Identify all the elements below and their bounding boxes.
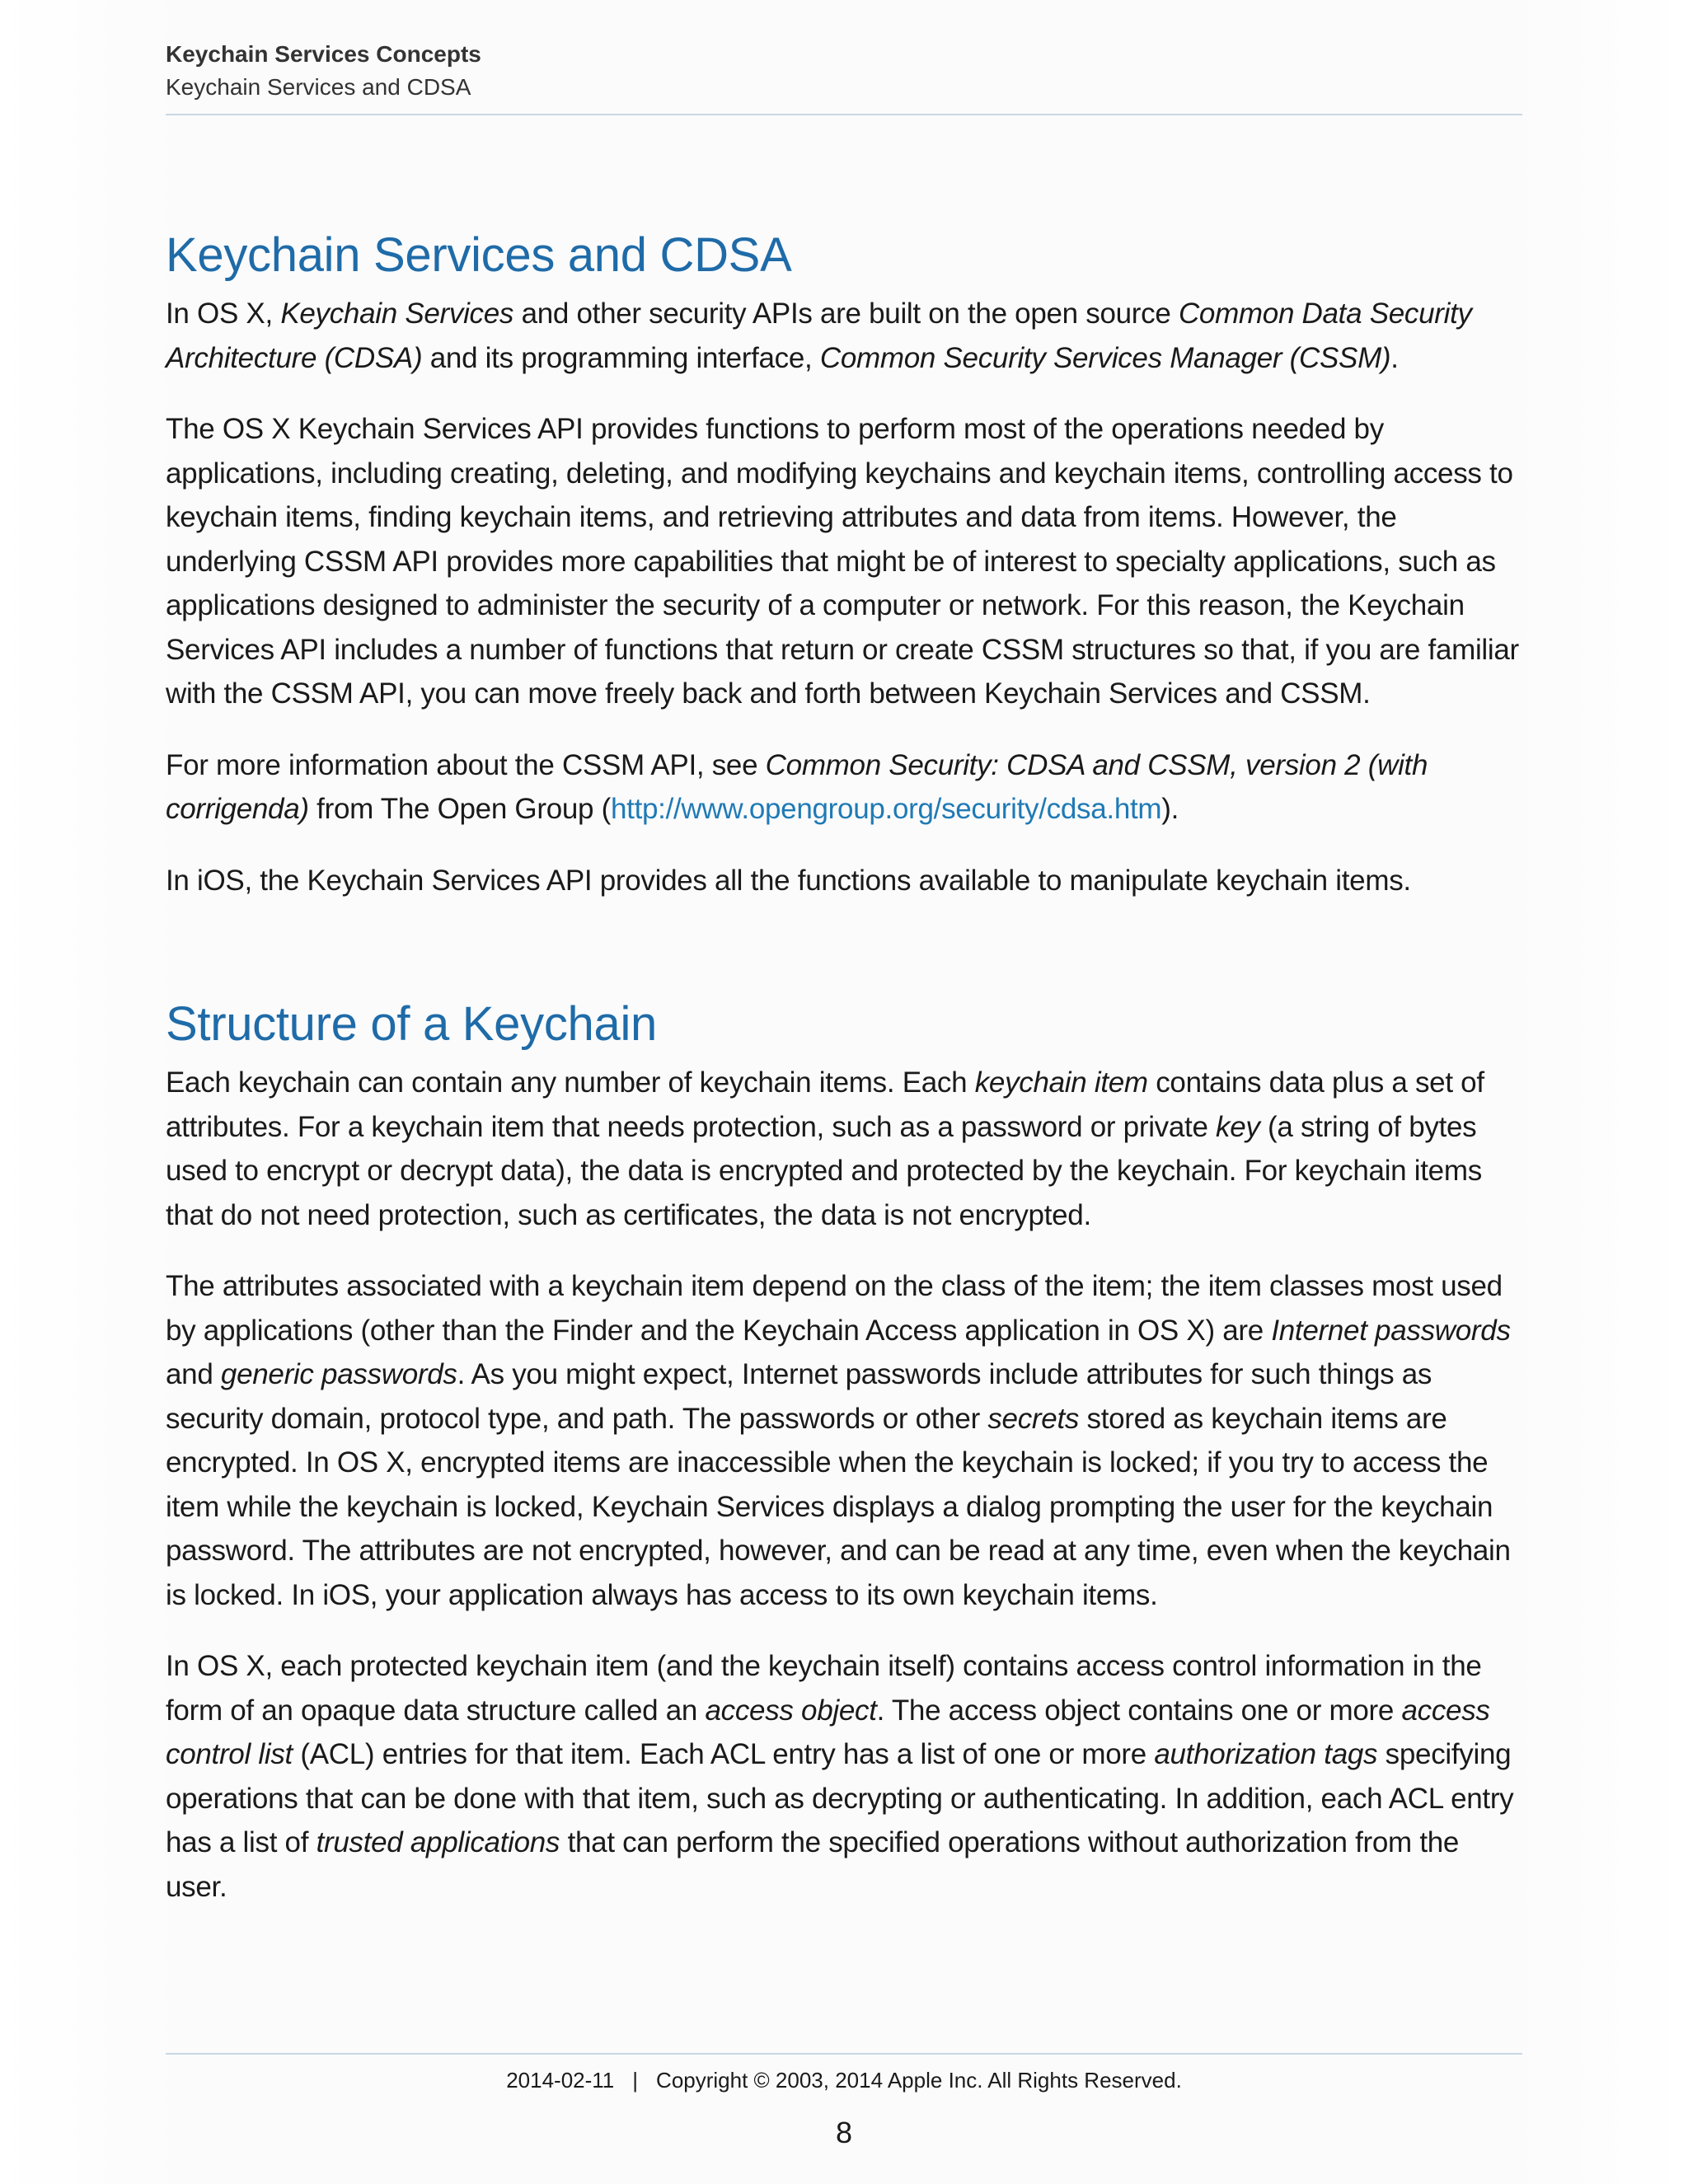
- opengroup-cdsa-link[interactable]: http://www.opengroup.org/security/cdsa.htm: [610, 793, 1162, 825]
- text-run: (a string of bytes used to encrypt or decrypt data), the data is encrypted and protected by the keychain. For keychain items that do not need protection, such as certificates, the data is not encrypted.: [166, 1110, 1482, 1231]
- paragraph: [166, 1264, 1522, 1617]
- main-content: [166, 223, 1522, 1936]
- paragraph: [166, 743, 1522, 832]
- text-run: The attributes associated with a keychain item depend on the class of the item; the item classes most used by applications (other than the Finder and the Keychain Access application in OS X) are: [166, 1270, 1503, 1347]
- emphasis-text: secrets: [987, 1402, 1080, 1435]
- running-header: [166, 38, 1522, 104]
- footer-copyright: Copyright © 2003, 2014 Apple Inc. All Rights Reserved.: [656, 2068, 1182, 2093]
- emphasis-text: Common Data Security Architecture (CDSA): [166, 298, 1472, 374]
- paragraph: [166, 1061, 1522, 1237]
- text-run: and its programming interface,: [422, 341, 820, 374]
- emphasis-text: Internet passwords: [1271, 1314, 1511, 1347]
- footer-divider: [166, 2053, 1522, 2055]
- text-run: .: [1390, 341, 1399, 374]
- text-run: that can perform the specified operations without authorization from the user.: [166, 1826, 1460, 1903]
- emphasis-text: keychain item: [974, 1066, 1148, 1099]
- emphasis-text: authorization tags: [1154, 1738, 1378, 1770]
- header-section-title: Keychain Services and CDSA: [166, 74, 471, 100]
- emphasis-text: access control list: [166, 1694, 1490, 1770]
- section-heading-keychain-services-cdsa: Keychain Services and CDSA: [166, 228, 792, 282]
- header-divider: [166, 114, 1522, 115]
- text-run: For more information about the CSSM API, see: [166, 748, 766, 781]
- text-run: from The Open Group (: [308, 793, 611, 825]
- paragraph: In iOS, the Keychain Services API provides all the functions available to manipulate keychain items.: [166, 864, 1411, 897]
- footer-separator: |: [632, 2068, 639, 2093]
- text-run: (ACL) entries for that item. Each ACL entry has a list of one or more: [292, 1738, 1155, 1770]
- footer: [166, 2065, 1522, 2095]
- header-chapter-title: Keychain Services Concepts: [166, 41, 481, 67]
- text-run: In OS X, each protected keychain item (and the keychain itself) contains access control information in the form of an opaque data structure called an: [166, 1650, 1482, 1727]
- emphasis-text: trusted applications: [316, 1826, 560, 1858]
- text-run: stored as keychain items are encrypted. In OS X, encrypted items are inaccessible when the keychain is locked; if you try to access the item while the keychain is locked, Keychain Services displays a dialog prompting the user for the keychain password. The attributes are not encrypted, however, and can be read at any time, even when the keychain is locked. In iOS, your application always has access to its own keychain items.: [166, 1402, 1511, 1611]
- text-run: . The access object contains one or more: [876, 1694, 1402, 1727]
- text-run: . As you might expect, Internet passwords include attributes for such things as security domain, protocol type, and path. The passwords or other: [166, 1358, 1432, 1435]
- text-run: and other security APIs are built on the open source: [513, 298, 1179, 330]
- text-run: specifying operations that can be done with that item, such as decrypting or authenticating. In addition, each ACL entry has a list of: [166, 1738, 1514, 1858]
- emphasis-text: Keychain Services: [280, 298, 514, 330]
- page-number: 8: [835, 2116, 853, 2149]
- text-run: and: [166, 1358, 221, 1390]
- emphasis-text: generic passwords: [220, 1358, 457, 1390]
- text-run: ).: [1161, 793, 1179, 825]
- paragraph: [166, 1644, 1522, 1909]
- paragraph: The OS X Keychain Services API provides functions to perform most of the operations needed by applications, including creating, deleting, and modifying keychains and keychain items, controlling access to keychain items, finding keychain items, and retrieving attributes and data from items. However, the underlying CSSM API provides more capabilities that might be of interest to specialty applications, such as applications designed to administer the security of a computer or network. For this reason, the Keychain Services API includes a number of functions that return or create CSSM structures so that, if you are familiar with the CSSM API, you can move freely back and forth between Keychain Services and CSSM.: [166, 413, 1519, 710]
- emphasis-text: access object: [705, 1694, 877, 1727]
- emphasis-text: Common Security Services Manager (CSSM): [819, 341, 1391, 374]
- emphasis-text: key: [1216, 1110, 1260, 1143]
- section-heading-structure-of-keychain: Structure of a Keychain: [166, 997, 657, 1051]
- text-run: contains data plus a set of attributes. For a keychain item that needs protection, such as a password or private: [166, 1066, 1484, 1143]
- text-run: Each keychain can contain any number of keychain items. Each: [166, 1066, 975, 1099]
- text-run: In OS X,: [166, 298, 281, 330]
- footer-date: 2014-02-11: [506, 2068, 615, 2093]
- emphasis-text: Common Security: CDSA and CSSM, version 2 (with corrigenda): [166, 748, 1428, 825]
- paragraph: [166, 292, 1522, 380]
